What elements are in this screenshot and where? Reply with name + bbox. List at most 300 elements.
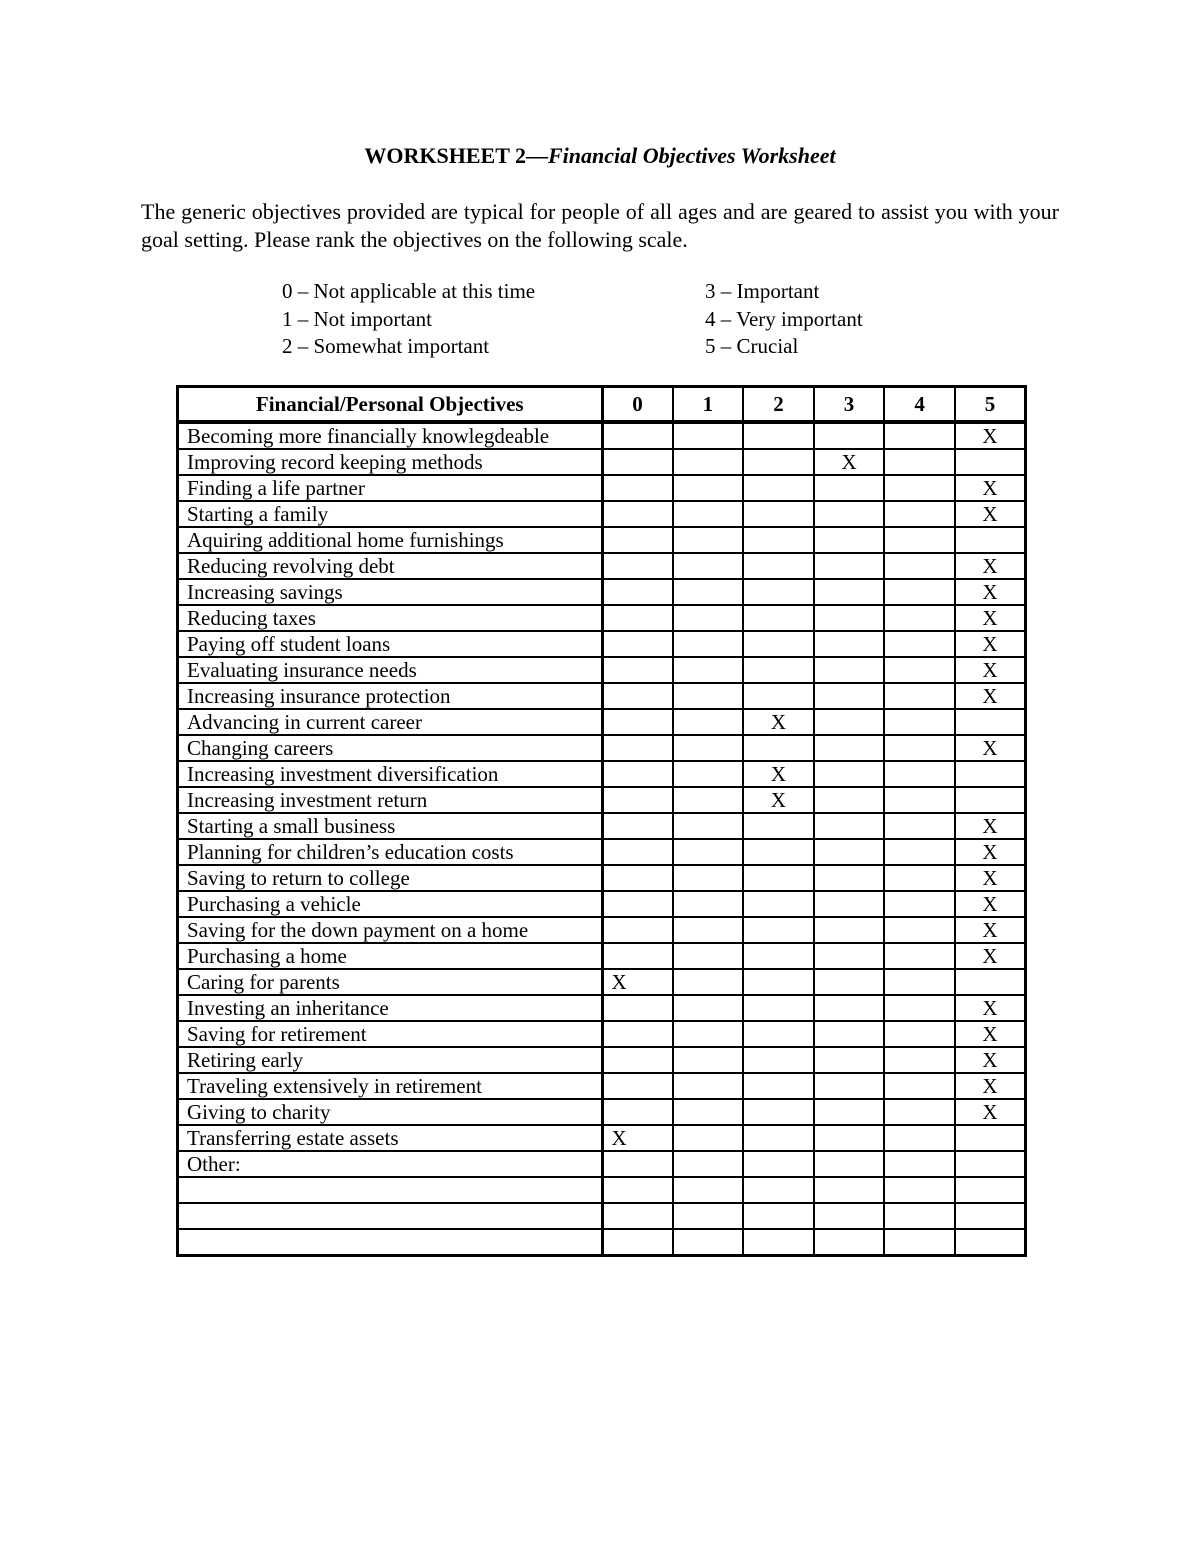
rank-cell-2[interactable] [743,1203,814,1229]
table-row [178,553,1026,579]
rank-mark: X [770,788,787,812]
title-prefix: WORKSHEET 2— [364,143,548,168]
objective-label: Purchasing a home [178,943,603,969]
rank-cell-4[interactable] [884,943,955,969]
rank-cell-2[interactable] [743,865,814,891]
table-row [178,813,1026,839]
header-rank-3: 3 [814,387,885,423]
rank-cell-5[interactable] [955,709,1026,735]
table-row [178,969,1026,995]
objective-label: Purchasing a vehicle [178,891,603,917]
rank-cell-0[interactable] [602,501,673,527]
table-row [178,865,1026,891]
rank-cell-1[interactable] [673,969,744,995]
objective-label: Becoming more financially knowlegdeable [178,422,603,449]
rank-cell-2[interactable] [743,1073,814,1099]
table-row [178,449,1026,475]
objective-label: Saving for the down payment on a home [178,917,603,943]
rank-cell-3[interactable] [814,943,885,969]
rank-cell-0[interactable] [602,969,673,995]
rank-cell-5[interactable] [955,1177,1026,1203]
rank-cell-5[interactable] [955,839,1026,865]
rank-cell-5[interactable] [955,943,1026,969]
table-row [178,891,1026,917]
rank-mark: X [770,710,787,734]
rank-cell-5[interactable] [955,422,1026,449]
rank-cell-1[interactable] [673,1099,744,1125]
rank-cell-1[interactable] [673,1021,744,1047]
scale-item-1: 1 – Not important [282,306,432,331]
rank-mark: X [982,424,998,448]
table-row [178,501,1026,527]
table-row [178,657,1026,683]
rank-mark: X [982,918,998,942]
rank-cell-4[interactable] [884,865,955,891]
objective-label: Starting a small business [178,813,603,839]
rank-cell-3[interactable] [814,865,885,891]
rank-cell-0[interactable] [602,475,673,501]
rank-cell-3[interactable] [814,891,885,917]
rank-mark: X [982,944,998,968]
rank-cell-5[interactable] [955,605,1026,631]
rank-cell-5[interactable] [955,631,1026,657]
rank-cell-1[interactable] [673,813,744,839]
scale-column-right [705,278,863,361]
rank-cell-3[interactable] [814,969,885,995]
table-row [178,735,1026,761]
objective-label: Giving to charity [178,1099,603,1125]
rank-cell-3[interactable] [814,1151,885,1177]
rank-cell-1[interactable] [673,1047,744,1073]
objective-label: Increasing investment diversification [178,761,603,787]
rank-cell-5[interactable] [955,683,1026,709]
rank-cell-1[interactable] [673,709,744,735]
scale-item-5: 5 – Crucial [705,334,799,358]
rank-cell-5[interactable] [955,1229,1026,1256]
rank-cell-4[interactable] [884,657,955,683]
objective-label: Starting a family [178,501,603,527]
rank-cell-2[interactable] [743,1099,814,1125]
rank-cell-2[interactable] [743,1021,814,1047]
scale-column-left [282,278,535,361]
rank-cell-0[interactable] [602,1073,673,1099]
rank-cell-1[interactable] [673,683,744,709]
objective-label: Aquiring additional home furnishings [178,527,603,553]
objective-label: Planning for children’s education costs [178,839,603,865]
rank-cell-3[interactable] [814,709,885,735]
rank-cell-3[interactable] [814,631,885,657]
table-row [178,1177,1026,1203]
rank-cell-1[interactable] [673,1229,744,1256]
rank-cell-5[interactable] [955,865,1026,891]
rank-cell-1[interactable] [673,501,744,527]
rank-cell-0[interactable] [602,735,673,761]
rank-cell-4[interactable] [884,422,955,449]
rank-cell-2[interactable] [743,969,814,995]
rank-cell-1[interactable] [673,943,744,969]
rank-cell-1[interactable] [673,735,744,761]
rank-mark: X [841,450,857,474]
rank-cell-0[interactable] [602,579,673,605]
rank-cell-3[interactable] [814,917,885,943]
objective-label: Finding a life partner [178,475,603,501]
objective-label: Increasing savings [178,579,603,605]
objective-label: Advancing in current career [178,709,603,735]
rank-mark: X [982,996,998,1020]
objective-label: Saving to return to college [178,865,603,891]
scale-item-0: 0 – Not applicable at this time [282,279,536,303]
rank-cell-1[interactable] [673,579,744,605]
rank-mark: X [982,502,998,526]
table-row [178,1203,1026,1229]
rank-mark: X [982,1022,998,1046]
rank-cell-3[interactable] [814,761,885,787]
rank-cell-2[interactable] [743,1177,814,1203]
objective-label [178,1203,603,1229]
rank-cell-5[interactable] [955,1151,1026,1177]
rank-mark: X [982,840,998,864]
rank-cell-2[interactable] [743,709,814,735]
rank-cell-5[interactable] [955,1099,1026,1125]
rank-cell-3[interactable] [814,527,885,553]
rank-mark: X [982,632,998,656]
rank-mark: X [611,970,627,994]
objective-label [178,1229,603,1256]
rank-mark: X [982,554,998,578]
rank-cell-5[interactable] [955,761,1026,787]
rank-cell-1[interactable] [673,839,744,865]
rank-cell-4[interactable] [884,683,955,709]
rank-cell-4[interactable] [884,1099,955,1125]
objective-label: Saving for retirement [178,1021,603,1047]
rank-cell-1[interactable] [673,891,744,917]
rank-cell-4[interactable] [884,579,955,605]
objective-label: Investing an inheritance [178,995,603,1021]
rank-cell-0[interactable] [602,631,673,657]
rank-cell-3[interactable] [814,475,885,501]
rank-mark: X [982,658,998,682]
rank-cell-2[interactable] [743,683,814,709]
table-row [178,1229,1026,1256]
rank-cell-3[interactable] [814,735,885,761]
rank-cell-3[interactable] [814,1099,885,1125]
rank-cell-4[interactable] [884,1021,955,1047]
rank-cell-0[interactable] [602,787,673,813]
intro-paragraph: The generic objectives provided are typical for people of all ages and are geared to assist you with your goal setting. Please rank the objectives on the following scale. [141,199,1059,252]
rank-cell-4[interactable] [884,709,955,735]
rank-cell-0[interactable] [602,683,673,709]
rank-cell-4[interactable] [884,1073,955,1099]
rank-cell-3[interactable] [814,449,885,475]
rank-cell-1[interactable] [673,761,744,787]
rank-cell-5[interactable] [955,475,1026,501]
scale-item-3: 3 – Important [705,279,820,303]
rank-cell-1[interactable] [673,1125,744,1151]
rank-cell-0[interactable] [602,657,673,683]
rank-cell-1[interactable] [673,527,744,553]
objective-label: Caring for parents [178,969,603,995]
rank-cell-0[interactable] [602,553,673,579]
rank-cell-4[interactable] [884,917,955,943]
rank-cell-0[interactable] [602,1125,673,1151]
rank-cell-2[interactable] [743,657,814,683]
rank-cell-2[interactable] [743,501,814,527]
header-objectives: Financial/Personal Objectives [178,387,603,423]
objective-label: Increasing investment return [178,787,603,813]
rank-cell-1[interactable] [673,1073,744,1099]
rank-cell-0[interactable] [602,891,673,917]
rank-cell-4[interactable] [884,527,955,553]
rank-cell-3[interactable] [814,657,885,683]
table-row [178,631,1026,657]
rank-mark: X [982,1048,998,1072]
objective-label: Reducing revolving debt [178,553,603,579]
rank-cell-0[interactable] [602,761,673,787]
rank-cell-2[interactable] [743,553,814,579]
rank-cell-0[interactable] [602,917,673,943]
rank-cell-0[interactable] [602,943,673,969]
rank-cell-3[interactable] [814,579,885,605]
rank-cell-1[interactable] [673,1177,744,1203]
scale-item-2: 2 – Somewhat important [282,334,490,358]
rank-cell-1[interactable] [673,605,744,631]
rank-cell-4[interactable] [884,1125,955,1151]
rank-cell-4[interactable] [884,787,955,813]
objective-label: Retiring early [178,1047,603,1073]
rank-cell-2[interactable] [743,943,814,969]
rank-cell-3[interactable] [814,839,885,865]
objective-label: Other: [178,1151,603,1177]
rank-cell-2[interactable] [743,1047,814,1073]
rank-cell-4[interactable] [884,449,955,475]
table-row [178,527,1026,553]
rank-cell-3[interactable] [814,1125,885,1151]
rank-cell-0[interactable] [602,813,673,839]
table-row [178,1151,1026,1177]
rank-cell-4[interactable] [884,1151,955,1177]
rank-cell-2[interactable] [743,1229,814,1256]
header-rank-5: 5 [955,387,1026,423]
rank-cell-2[interactable] [743,761,814,787]
table-row [178,995,1026,1021]
rank-cell-2[interactable] [743,735,814,761]
rank-cell-5[interactable] [955,501,1026,527]
rank-cell-3[interactable] [814,1021,885,1047]
rank-cell-5[interactable] [955,735,1026,761]
rank-cell-4[interactable] [884,1047,955,1073]
rank-cell-4[interactable] [884,1203,955,1229]
table-row [178,1021,1026,1047]
rank-cell-0[interactable] [602,605,673,631]
rank-cell-0[interactable] [602,1203,673,1229]
rank-cell-5[interactable] [955,553,1026,579]
rank-cell-0[interactable] [602,1047,673,1073]
rank-cell-4[interactable] [884,735,955,761]
rank-cell-2[interactable] [743,1151,814,1177]
rank-cell-5[interactable] [955,579,1026,605]
rank-mark: X [982,606,998,630]
rank-cell-2[interactable] [743,605,814,631]
rank-cell-0[interactable] [602,865,673,891]
rank-cell-2[interactable] [743,995,814,1021]
table-row [178,761,1026,787]
rank-cell-2[interactable] [743,631,814,657]
objective-label: Changing careers [178,735,603,761]
rank-cell-1[interactable] [673,449,744,475]
rank-cell-0[interactable] [602,449,673,475]
rank-cell-5[interactable] [955,891,1026,917]
table-row [178,1073,1026,1099]
objective-label [178,1177,603,1203]
objectives-table [176,385,1027,1257]
header-rank-0: 0 [602,387,673,423]
rank-cell-5[interactable] [955,527,1026,553]
rank-cell-4[interactable] [884,553,955,579]
rank-cell-0[interactable] [602,1229,673,1256]
objective-label: Paying off student loans [178,631,603,657]
rank-cell-3[interactable] [814,1203,885,1229]
rank-cell-0[interactable] [602,1099,673,1125]
rank-cell-4[interactable] [884,475,955,501]
table-body [178,422,1026,1256]
table-row [178,579,1026,605]
rank-cell-3[interactable] [814,501,885,527]
rank-cell-3[interactable] [814,1073,885,1099]
header-rank-2: 2 [743,387,814,423]
objective-label: Evaluating insurance needs [178,657,603,683]
rank-cell-4[interactable] [884,813,955,839]
rank-cell-0[interactable] [602,1151,673,1177]
rank-cell-3[interactable] [814,422,885,449]
scale-item-4: 4 – Very important [705,306,863,331]
table-row [178,943,1026,969]
rank-cell-1[interactable] [673,1151,744,1177]
rank-cell-5[interactable] [955,1203,1026,1229]
rank-mark: X [982,1074,998,1098]
rank-cell-0[interactable] [602,422,673,449]
rank-cell-5[interactable] [955,1125,1026,1151]
rank-cell-2[interactable] [743,579,814,605]
table-row [178,422,1026,449]
rank-cell-2[interactable] [743,787,814,813]
rank-cell-4[interactable] [884,605,955,631]
rank-cell-3[interactable] [814,787,885,813]
rank-cell-1[interactable] [673,657,744,683]
rank-cell-5[interactable] [955,657,1026,683]
rank-cell-0[interactable] [602,1021,673,1047]
rank-cell-5[interactable] [955,1073,1026,1099]
rank-cell-5[interactable] [955,1021,1026,1047]
rank-mark: X [982,814,998,838]
rank-cell-3[interactable] [814,813,885,839]
rank-cell-1[interactable] [673,1203,744,1229]
rank-cell-1[interactable] [673,865,744,891]
rank-cell-2[interactable] [743,527,814,553]
header-rank-4: 4 [884,387,955,423]
rank-cell-1[interactable] [673,631,744,657]
objective-label: Improving record keeping methods [178,449,603,475]
table-row [178,683,1026,709]
rank-mark: X [982,1100,998,1124]
rank-cell-0[interactable] [602,995,673,1021]
rank-cell-4[interactable] [884,891,955,917]
rank-cell-1[interactable] [673,475,744,501]
rank-cell-2[interactable] [743,813,814,839]
table-row [178,917,1026,943]
rank-cell-1[interactable] [673,553,744,579]
rank-mark: X [982,684,998,708]
rank-cell-5[interactable] [955,1047,1026,1073]
table-row [178,839,1026,865]
rank-cell-2[interactable] [743,891,814,917]
rank-cell-3[interactable] [814,1177,885,1203]
rank-cell-5[interactable] [955,449,1026,475]
rank-cell-0[interactable] [602,839,673,865]
rank-cell-4[interactable] [884,631,955,657]
rank-cell-4[interactable] [884,969,955,995]
rank-cell-2[interactable] [743,449,814,475]
objective-label: Reducing taxes [178,605,603,631]
rank-cell-1[interactable] [673,917,744,943]
table-row [178,475,1026,501]
rank-cell-4[interactable] [884,995,955,1021]
table-row [178,709,1026,735]
table-row [178,605,1026,631]
rank-mark: X [982,736,998,760]
rank-cell-4[interactable] [884,761,955,787]
rank-cell-1[interactable] [673,422,744,449]
header-rank-1: 1 [673,387,744,423]
objective-label: Transferring estate assets [178,1125,603,1151]
rank-cell-2[interactable] [743,917,814,943]
rank-mark: X [982,892,998,916]
rank-cell-2[interactable] [743,475,814,501]
rank-cell-3[interactable] [814,683,885,709]
table-row [178,1099,1026,1125]
rank-cell-3[interactable] [814,995,885,1021]
rank-cell-4[interactable] [884,501,955,527]
rank-cell-3[interactable] [814,605,885,631]
page-title [0,143,1200,169]
rank-cell-1[interactable] [673,995,744,1021]
rank-cell-3[interactable] [814,1229,885,1256]
rank-cell-5[interactable] [955,969,1026,995]
rank-cell-5[interactable] [955,917,1026,943]
table-row [178,1125,1026,1151]
rank-cell-5[interactable] [955,995,1026,1021]
rank-cell-3[interactable] [814,1047,885,1073]
rank-cell-4[interactable] [884,839,955,865]
rank-cell-0[interactable] [602,1177,673,1203]
rank-cell-2[interactable] [743,1125,814,1151]
table-row [178,1047,1026,1073]
rank-mark: X [982,476,998,500]
rank-cell-0[interactable] [602,709,673,735]
rank-cell-0[interactable] [602,527,673,553]
rank-cell-5[interactable] [955,787,1026,813]
rank-cell-5[interactable] [955,813,1026,839]
rank-cell-2[interactable] [743,422,814,449]
rank-cell-1[interactable] [673,787,744,813]
rank-cell-3[interactable] [814,553,885,579]
table-row [178,787,1026,813]
rank-cell-4[interactable] [884,1229,955,1256]
rank-cell-4[interactable] [884,1177,955,1203]
rank-mark: X [611,1126,627,1150]
rank-mark: X [770,762,787,786]
objective-label: Traveling extensively in retirement [178,1073,603,1099]
rank-cell-2[interactable] [743,839,814,865]
